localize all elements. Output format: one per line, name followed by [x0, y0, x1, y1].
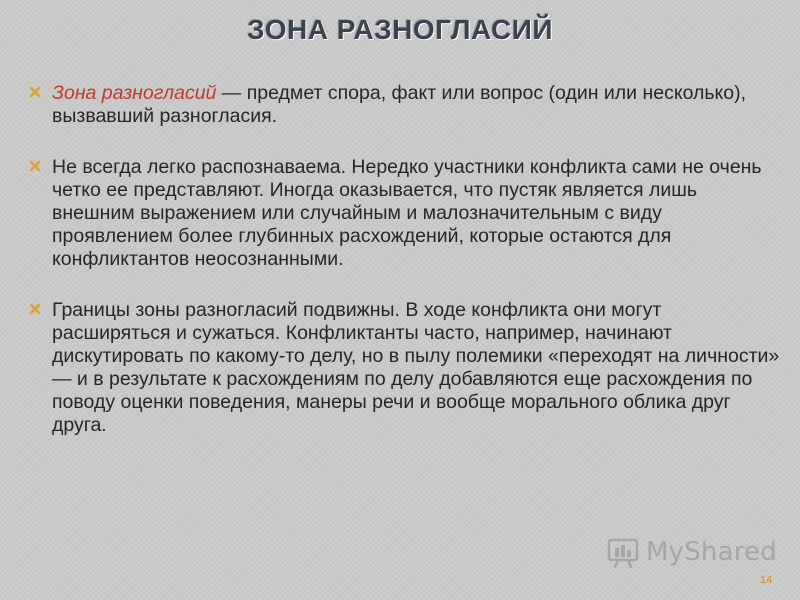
watermark-text: MyShared [646, 537, 777, 567]
bullet-text: — предмет спора, факт или вопрос (один или несколько), вызвавший разногласия. [52, 82, 747, 127]
bullet-item-2 [28, 156, 780, 271]
myshared-watermark [606, 534, 777, 570]
bullet-term: Зона разногласий [52, 82, 217, 104]
slide-content [28, 82, 780, 465]
myshared-logo-icon [606, 534, 642, 570]
page-number: 14 [760, 574, 773, 586]
bullet-item-3 [28, 299, 780, 437]
bullet-text: Не всегда легко распознаваема. Нередко участники конфликта сами не очень четко ее представляют. Иногда оказывается, что пустяк является лишь внешним выражением или случайным и малозначительным с виду проявлением более глубинных расхождений, которые остаются для конфликтантов неосознанными. [52, 156, 762, 270]
bullet-item-1 [28, 82, 780, 128]
x-mark-bullet-icon [28, 85, 42, 99]
bullet-text: Границы зоны разногласий подвижны. В ходе конфликта они могут расширяться и сужаться. Конфликтанты часто, например, начинают дискутировать по какому-то делу, но в пылу полемики «переходят на личности» — и в результате к расхождениям по делу добавляются еще расхождения по поводу оценки поведения, манеры речи и вообще морального облика друг друга. [52, 299, 780, 436]
x-mark-bullet-icon [28, 159, 42, 173]
slide-title: ЗОНА РАЗНОГЛАСИЙ [247, 14, 553, 45]
x-mark-bullet-icon [28, 302, 42, 316]
